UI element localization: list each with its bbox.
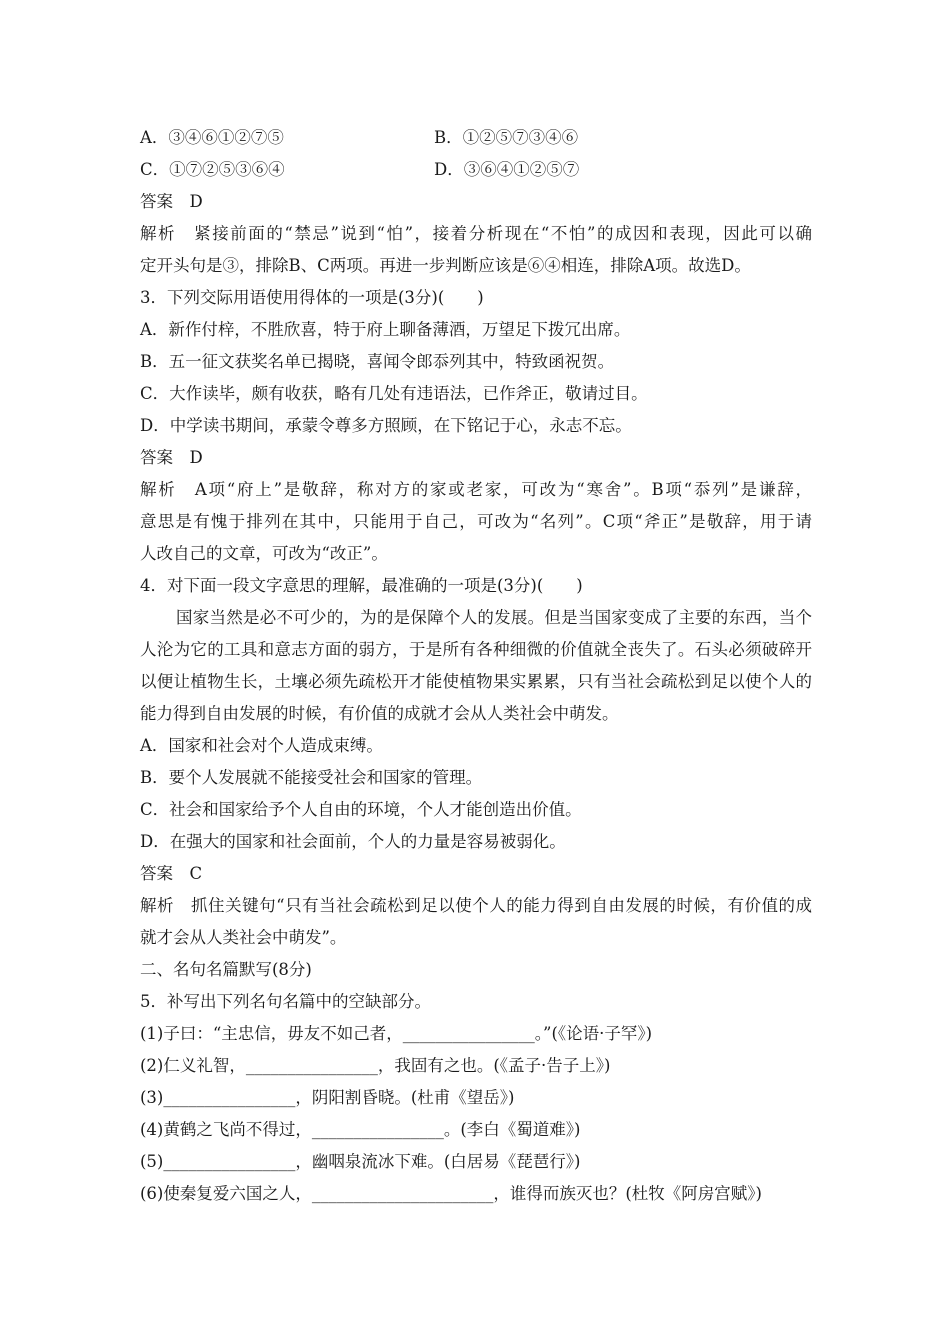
q4-passage-line-3: 以便让植物生长，土壤必须先疏松开才能使植物果实累累，只有当社会疏松到足以使个人的 [140, 672, 812, 691]
q2-analysis-line-2: 定开头句是③，排除B、C两项。再进一步判断应该是⑥④相连，排除A项。故选D。 [140, 256, 751, 275]
q3-option-b: B．五一征文获奖名单已揭晓，喜闻令郎忝列其中，特致函祝贺。 [140, 352, 615, 371]
q2-option-a: A．③④⑥①②⑦⑤ [140, 128, 284, 147]
q3-answer: 答案 D [140, 448, 203, 467]
section-heading: 二、名句名篇默写(8分) [140, 960, 312, 979]
q4-analysis-line-2: 就才会从人类社会中萌发”。 [140, 928, 347, 947]
q4-analysis-line-1: 解析 抓住关键句“只有当社会疏松到足以使个人的能力得到自由发展的时候，有价值的成 [140, 896, 812, 915]
q2-option-b: B．①②⑤⑦③④⑥ [434, 128, 579, 147]
q3-stem: 3．下列交际用语使用得体的一项是(3分)( ) [140, 288, 484, 307]
q5-stem: 5．补写出下列名句名篇中的空缺部分。 [140, 992, 431, 1011]
q5-item-2: (2)仁义礼智，________________，我固有之也。(《孟子·告子上》) [140, 1056, 611, 1075]
q2-analysis-line-1: 解析 紧接前面的“禁忌”说到“怕”，接着分析现在“不怕”的成因和表现，因此可以确 [140, 224, 812, 243]
q4-option-c: C．社会和国家给予个人自由的环境，个人才能创造出价值。 [140, 800, 582, 819]
q5-item-4: (4)黄鹤之飞尚不得过，________________。(李白《蜀道难》) [140, 1120, 581, 1139]
q5-item-3: (3)________________，阴阳割昏晓。(杜甫《望岳》) [140, 1088, 515, 1107]
q4-option-d: D．在强大的国家和社会面前，个人的力量是容易被弱化。 [140, 832, 566, 851]
q4-option-b: B．要个人发展就不能接受社会和国家的管理。 [140, 768, 483, 787]
q2-answer: 答案 D [140, 192, 203, 211]
q4-stem: 4．对下面一段文字意思的理解，最准确的一项是(3分)( ) [140, 576, 583, 595]
q3-analysis-line-2: 意思是有愧于排列在其中，只能用于自己，可改为“名列”。C项“斧正”是敬辞，用于请 [140, 512, 812, 531]
q3-option-c: C．大作读毕，颇有收获，略有几处有违语法，已作斧正，敬请过目。 [140, 384, 648, 403]
q4-option-a: A．国家和社会对个人造成束缚。 [140, 736, 383, 755]
q4-passage-line-1: 国家当然是必不可少的，为的是保障个人的发展。但是当国家变成了主要的东西，当个 [176, 608, 812, 627]
q5-item-5: (5)________________，幽咽泉流冰下难。(白居易《琵琶行》) [140, 1152, 581, 1171]
q3-option-a: A．新作付梓，不胜欣喜，特于府上聊备薄酒，万望足下拨冗出席。 [140, 320, 631, 339]
q5-item-1: (1)子曰：“主忠信，毋友不如己者，________________。”(《论语·子罕》) [140, 1024, 653, 1043]
q5-item-6: (6)使秦复爱六国之人，______________________，谁得而族灭也？(杜牧《阿房宫赋》) [140, 1184, 762, 1203]
q2-option-d: D．③⑥④①②⑤⑦ [434, 160, 580, 179]
q4-answer: 答案 C [140, 864, 203, 883]
q3-analysis-line-1: 解析 A项“府上”是敬辞，称对方的家或老家，可改为“寒舍”。B项“忝列”是谦辞， [140, 480, 812, 499]
q4-passage-line-4: 能力得到自由发展的时候，有价值的成就才会从人类社会中萌发。 [140, 704, 619, 723]
q2-option-c: C．①⑦②⑤③⑥④ [140, 160, 285, 179]
q4-passage-line-2: 人沦为它的工具和意志方面的弱方，于是所有各种细微的价值就全丧失了。石头必须破碎开 [140, 640, 812, 659]
q3-analysis-line-3: 人改自己的文章，可改为“改正”。 [140, 544, 388, 563]
q3-option-d: D．中学读书期间，承蒙令尊多方照顾，在下铭记于心，永志不忘。 [140, 416, 632, 435]
